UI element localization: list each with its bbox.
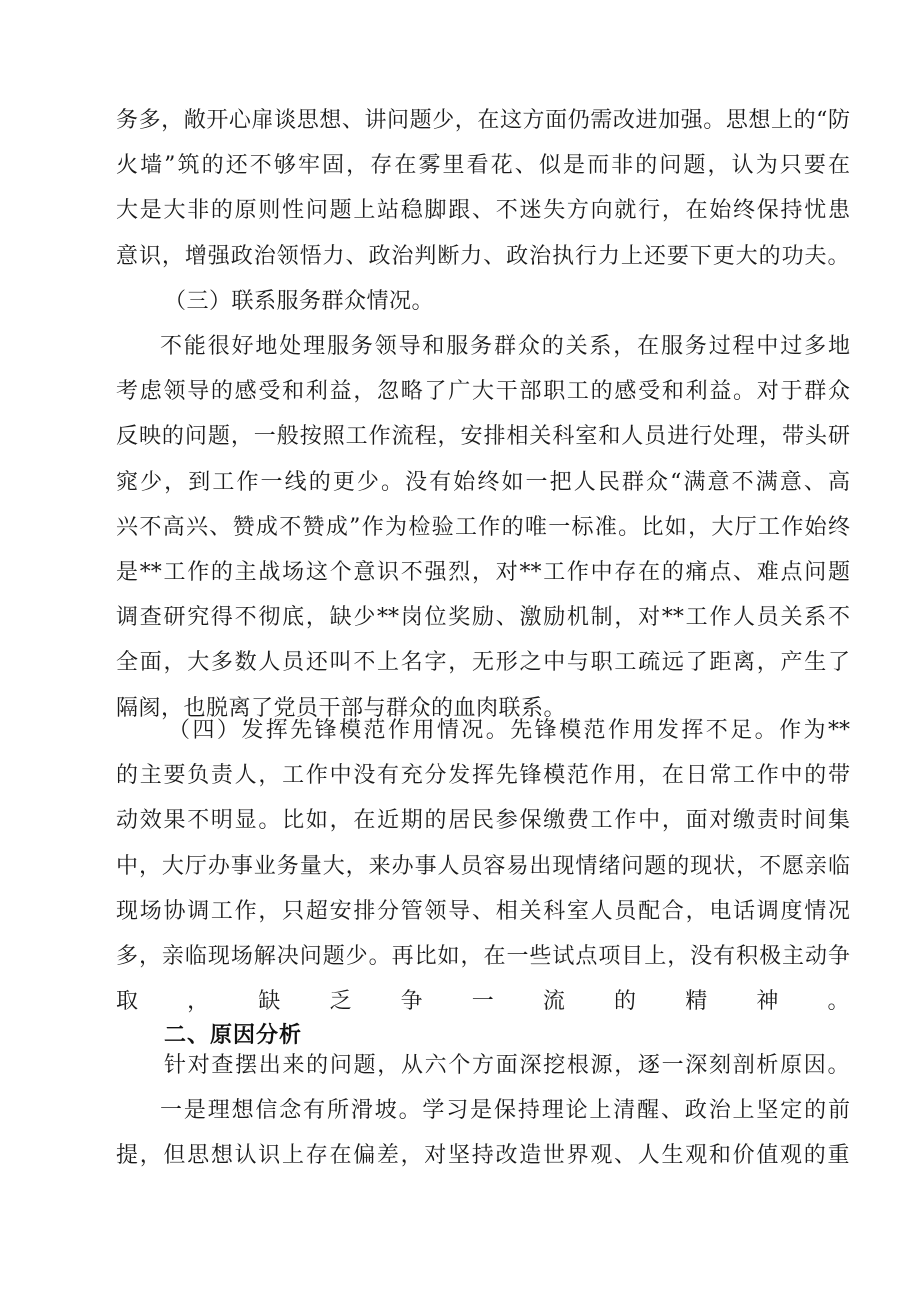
- paragraph-line: 中，大厅办事业务量大，来办事人员容易出现情绪问题的现状，不愿亲临: [116, 853, 850, 879]
- paragraph-pioneer-role: [116, 708, 850, 1024]
- paragraph-line: 窕少，到工作一线的更少。没有始终如一把人民群众“满意不满意、高: [116, 469, 850, 495]
- paragraph-line: 不能很好地处理服务领导和服务群众的关系，在服务过程中过多地: [160, 334, 850, 359]
- paragraph-line: 火墙”筑的还不够牢固，存在雾里看花、似是而非的问题，认为只要在: [116, 153, 850, 179]
- section-heading-cause-analysis: 二、原因分析: [164, 1023, 303, 1048]
- paragraph-line: 大是大非的原则性问题上站稳脚跟、不迷失方向就行，在始终保持忧患: [116, 198, 850, 224]
- section-title-text: （三）联系服务群众情况。: [164, 289, 435, 314]
- paragraph-line: 调查研究得不彻底，缺少**岗位奖励、激励机制，对**工作人员关系不: [116, 605, 850, 631]
- paragraph-line: 现场协调工作，只超安排分管领导、相关科室人员配合，电话调度情况: [116, 898, 850, 924]
- paragraph-serving-masses: [116, 324, 850, 731]
- paragraph-line: 多，亲临现场解决问题少。再比如，在一些试点项目上，没有积极主动争: [116, 944, 850, 970]
- paragraph-line: 是**工作的主战场这个意识不强烈，对**工作中存在的痛点、难点问题: [116, 560, 850, 586]
- paragraph-line: 的主要负责人，工作中没有充分发挥先锋模范作用，在日常工作中的带: [116, 763, 850, 789]
- paragraph-line: 动效果不明显。比如，在近期的居民参保缴费工作中，面对缴责时间集: [116, 808, 850, 834]
- paragraph-line: 反映的问题，一般按照工作流程，安排相关科室和人员进行处理，带头研: [116, 424, 850, 450]
- paragraph-line: 一是理想信念有所滑坡。学习是保持理论上清醒、政治上坚定的前: [160, 1098, 850, 1123]
- paragraph-line: 考虑领导的感受和利益，忽略了广大干部职工的感受和利益。对于群众: [116, 379, 850, 405]
- paragraph-overview: [164, 1043, 850, 1088]
- paragraph-ideology: [116, 98, 850, 279]
- paragraph-line: 兴不高兴、赞成不赞成”作为检验工作的唯一标准。比如，大厅工作始终: [116, 514, 850, 540]
- paragraph-line: （四）发挥先锋模范作用情况。先锋模范作用发挥不足。作为**: [168, 718, 850, 743]
- paragraph-line: 全面，大多数人员还叫不上名字，无形之中与职工疏远了距离，产生了: [116, 650, 850, 676]
- paragraph-line: 针对查摆出来的问题，从六个方面深挖根源，逐一深刻剖析原因。: [164, 1053, 850, 1078]
- paragraph-line: 提，但思想认识上存在偏差，对坚持改造世界观、人生观和价值观的重: [116, 1143, 850, 1169]
- paragraph-line: 意识，增强政治领悟力、政治判断力、政治执行力上还要下更大的功夫。: [116, 243, 850, 269]
- paragraph-line: 取，缺乏争一流的精神。: [116, 989, 850, 1015]
- paragraph-line: 隔阂，也脱离了党员干部与群众的血肉联系。: [116, 695, 567, 721]
- paragraph-line: 务多，敞开心扉谈思想、讲问题少，在这方面仍需改进加强。思想上的“防: [116, 108, 850, 133]
- section-title-3: [164, 279, 850, 324]
- paragraph-ideals-belief: [116, 1088, 850, 1178]
